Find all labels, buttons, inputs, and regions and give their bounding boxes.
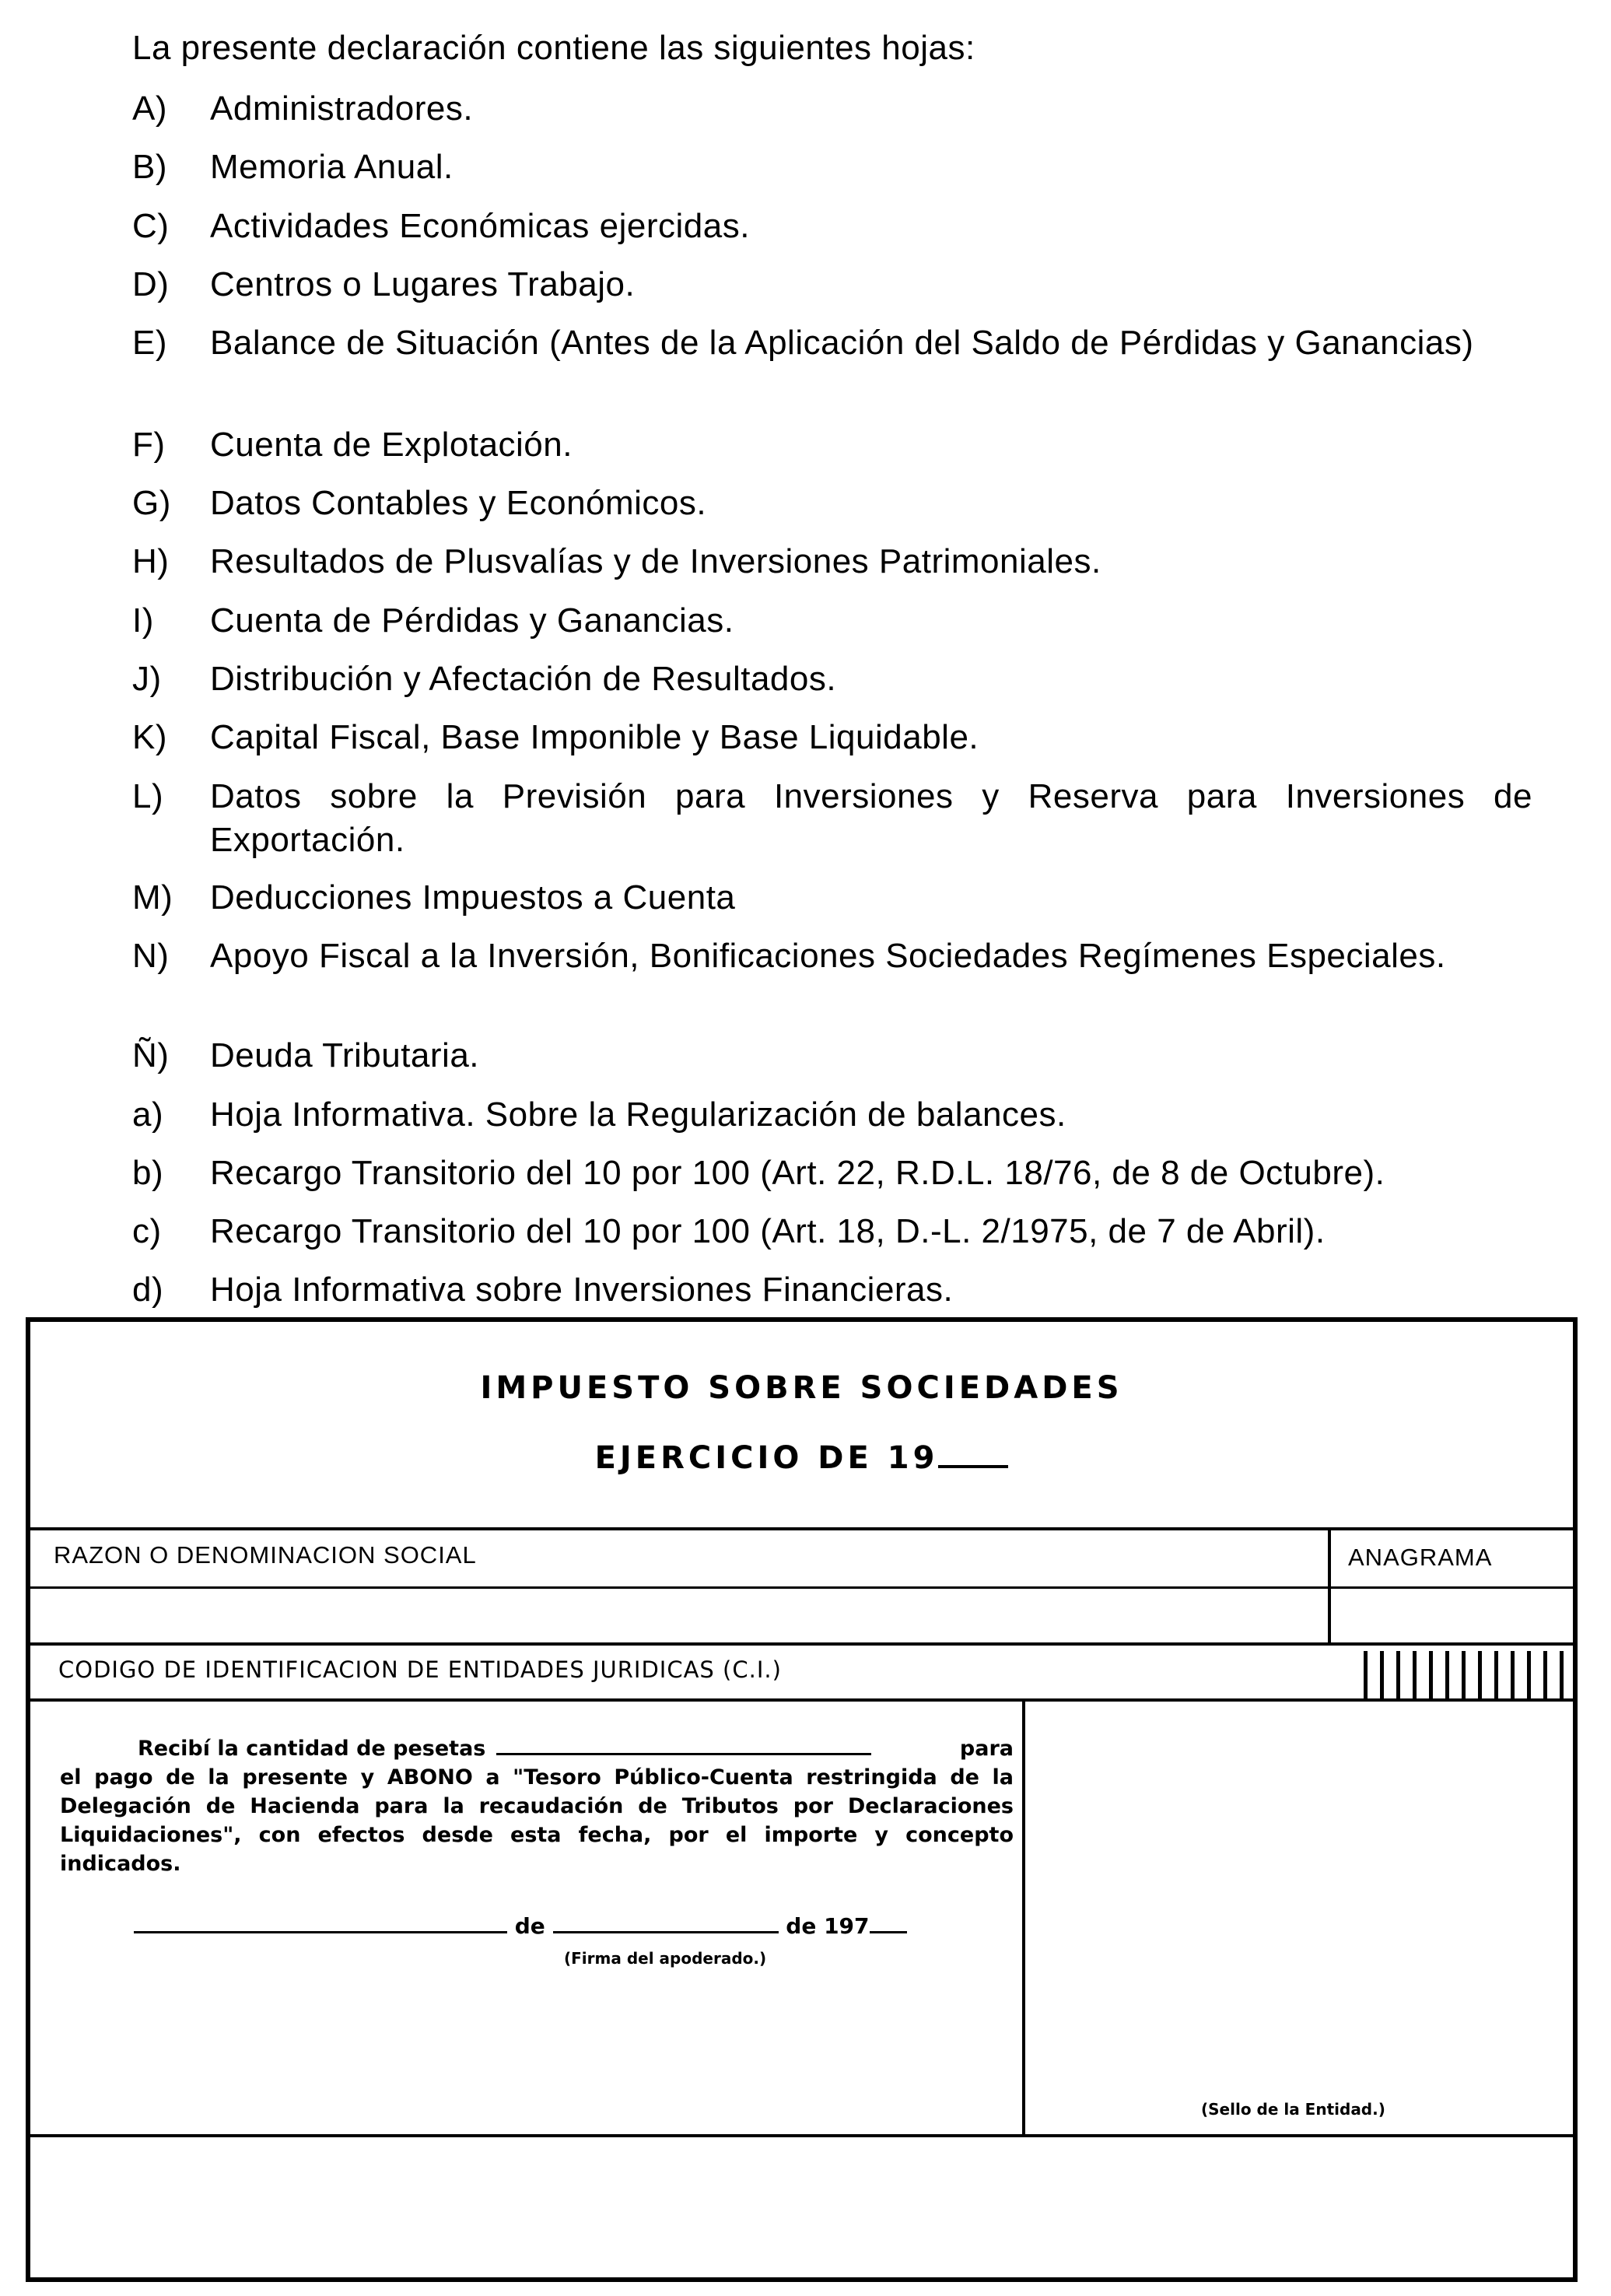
item-text: Datos sobre la Previsión para Inversiones y Reserva para Inversiones de Exportación. — [210, 777, 1532, 859]
item-letter: J) — [132, 660, 162, 698]
item-text: Actividades Económicas ejercidas. — [210, 207, 750, 245]
receipt-para: para — [959, 1737, 1014, 1761]
firma-label: (Firma del apoderado.) — [564, 1949, 767, 1968]
item-text: Distribución y Afectación de Resultados. — [210, 660, 837, 698]
item-text: Administradores. — [210, 89, 474, 128]
divider-line — [30, 1642, 1573, 1646]
razon-social-label: RAZON O DENOMINACION SOCIAL — [54, 1541, 477, 1569]
item-letter: M) — [132, 878, 173, 917]
item-letter: b) — [132, 1154, 164, 1192]
item-letter: c) — [132, 1212, 162, 1250]
receipt-text — [60, 1734, 1014, 1878]
item-text: Cuenta de Pérdidas y Ganancias. — [210, 601, 734, 640]
item-text: Hoja Informativa sobre Inversiones Financieras. — [210, 1271, 954, 1309]
sello-label: (Sello de la Entidad.) — [1201, 2100, 1385, 2119]
tax-form — [26, 1317, 1578, 2282]
item-letter: C) — [132, 207, 170, 245]
date-de-1: de — [514, 1913, 545, 1939]
item-letter: K) — [132, 718, 167, 756]
item-letter: H) — [132, 542, 170, 580]
form-title: IMPUESTO SOBRE SOCIEDADES — [480, 1370, 1123, 1406]
date-de-2: de 197 — [786, 1913, 870, 1939]
month-blank[interactable] — [553, 1914, 779, 1933]
item-letter: E) — [132, 324, 167, 362]
item-letter: d) — [132, 1271, 164, 1309]
receipt-body: el pago de la presente y ABONO a "Tesoro Público-Cuenta restringida de la Delegación de Hacienda para la recaudación de Tributos por Declaraciones Liquidaciones", con efectos desde esta fecha, por el importe y concepto indicados. — [60, 1765, 1014, 1876]
item-text: Deducciones Impuestos a Cuenta — [210, 878, 736, 917]
item-text: Recargo Transitorio del 10 por 100 (Art. 18, D.-L. 2/1975, de 7 de Abril). — [210, 1212, 1326, 1250]
intro-text: La presente declaración contiene las siguientes hojas: — [132, 29, 975, 67]
amount-blank[interactable] — [496, 1736, 871, 1755]
item-letter: A) — [132, 89, 167, 128]
bottom-field[interactable] — [30, 2137, 1573, 2277]
date-line — [134, 1913, 907, 1939]
item-text: Datos Contables y Económicos. — [210, 484, 707, 522]
item-text: Hoja Informativa. Sobre la Regularización de balances. — [210, 1095, 1066, 1134]
item-text: Deuda Tributaria. — [210, 1036, 480, 1074]
item-text: Cuenta de Explotación. — [210, 426, 573, 464]
item-text: Apoyo Fiscal a la Inversión, Bonificaciones Sociedades Regímenes Especiales. — [210, 937, 1446, 975]
anagrama-label: ANAGRAMA — [1348, 1544, 1493, 1571]
item-letter: F) — [132, 426, 166, 464]
codigo-identificacion-label: CODIGO DE IDENTIFICACION DE ENTIDADES JURIDICAS (C.I.) — [58, 1656, 782, 1683]
item-letter: B) — [132, 148, 167, 186]
item-letter: D) — [132, 265, 170, 303]
item-letter: N) — [132, 937, 170, 975]
ci-code-boxes[interactable] — [1364, 1651, 1564, 1699]
place-blank[interactable] — [134, 1914, 507, 1933]
divider-line — [30, 1698, 1573, 1702]
item-text: Resultados de Plusvalías y de Inversiones Patrimoniales. — [210, 542, 1101, 580]
item-text: Capital Fiscal, Base Imponible y Base Liquidable. — [210, 718, 979, 756]
item-text: Balance de Situación (Antes de la Aplicación del Saldo de Pérdidas y Ganancias) — [210, 324, 1474, 362]
item-letter: G) — [132, 484, 171, 522]
receipt-start: Recibí la cantidad de pesetas — [138, 1737, 486, 1761]
ejercicio-label — [30, 1440, 1573, 1476]
year-blank[interactable] — [870, 1914, 907, 1933]
item-text: Recargo Transitorio del 10 por 100 (Art. 22, R.D.L. 18/76, de 8 de Octubre). — [210, 1154, 1385, 1192]
ejercicio-text: EJERCICIO DE 19 — [594, 1440, 939, 1476]
item-text: Memoria Anual. — [210, 148, 454, 186]
ejercicio-year-blank[interactable] — [938, 1448, 1008, 1468]
item-letter: Ñ) — [132, 1036, 170, 1074]
item-letter: L) — [132, 777, 164, 815]
anagrama-field[interactable] — [1331, 1589, 1573, 1643]
item-letter: a) — [132, 1095, 164, 1134]
razon-social-field[interactable] — [30, 1589, 1328, 1643]
divider-line — [30, 1527, 1573, 1530]
item-letter: I) — [132, 601, 154, 640]
item-text: Centros o Lugares Trabajo. — [210, 265, 636, 303]
column-divider — [1022, 1698, 1025, 2134]
